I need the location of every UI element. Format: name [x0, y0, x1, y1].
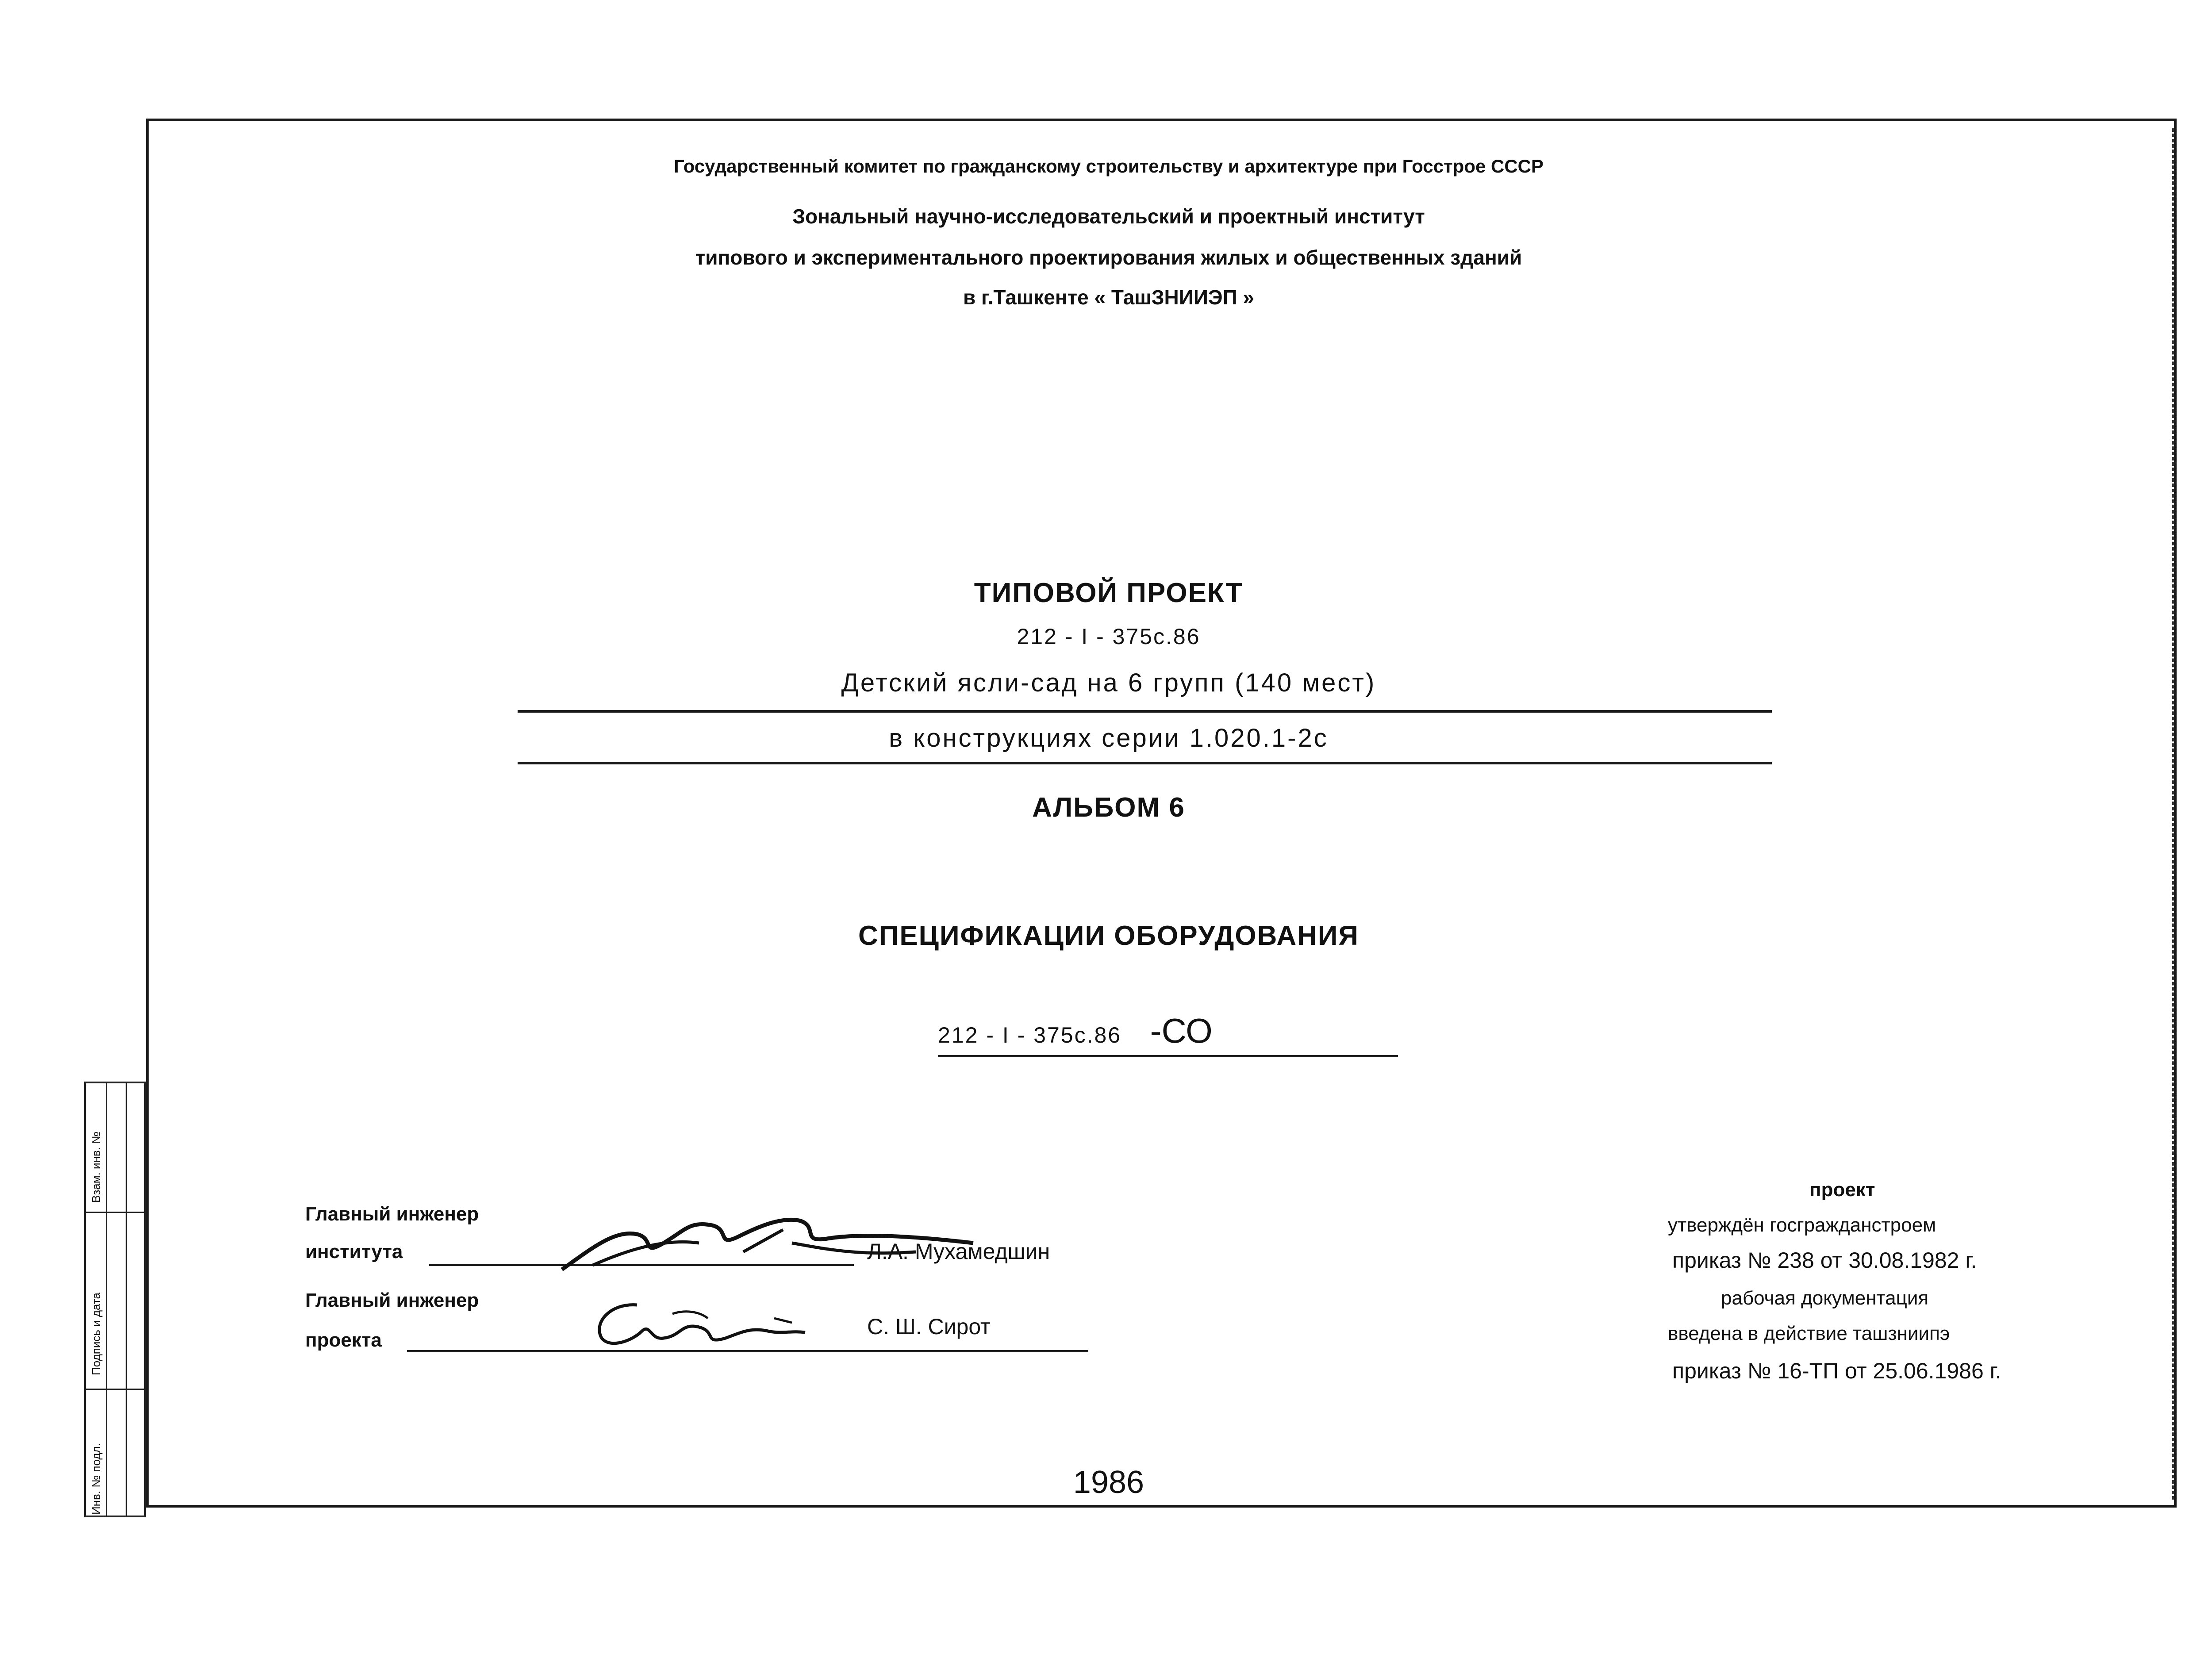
divider-2 — [518, 762, 1772, 764]
year: 1986 — [1073, 1465, 1144, 1500]
stamp-inventory-number: Инв. № подл. — [89, 1443, 103, 1515]
document-code-suffix: -СО — [1150, 1011, 1213, 1050]
stamp-row-divider-2 — [86, 1389, 144, 1390]
stamp-signature-date: Подпись и дата — [89, 1292, 103, 1375]
stamp-col-divider-1 — [106, 1083, 107, 1516]
institute-line-2: типового и экспериментального проектирования жилых и общественных зданий — [695, 246, 1522, 269]
chief-engineer-institute-name: Л.А. Мухамедшин — [867, 1239, 1050, 1264]
stamp-row-divider-1 — [86, 1212, 144, 1213]
chief-engineer-institute-label-2: института — [305, 1241, 403, 1262]
chief-engineer-project-label-2: проекта — [305, 1329, 382, 1351]
section-title: СПЕЦИФИКАЦИИ ОБОРУДОВАНИЯ — [858, 921, 1359, 951]
project-name: Детский ясли-сад на 6 групп (140 мест) — [841, 668, 1376, 697]
album-title: АЛЬБОМ 6 — [1032, 792, 1185, 823]
approval-line-2: утверждён госгражданстроем — [1668, 1214, 1936, 1236]
chief-engineer-project-name: С. Ш. Сирот — [867, 1314, 991, 1339]
approval-line-6: приказ № 16-ТП от 25.06.1986 г. — [1672, 1358, 2001, 1383]
project-type-title: ТИПОВОЙ ПРОЕКТ — [974, 578, 1244, 608]
signature-project-icon — [584, 1296, 832, 1354]
institute-line-3: в г.Ташкенте « ТашЗНИИЭП » — [963, 286, 1255, 309]
stamp-replacement-inventory: Взам. инв. № — [89, 1131, 103, 1203]
chief-engineer-project-label-1: Главный инженер — [305, 1289, 479, 1311]
stamp-col-divider-2 — [126, 1083, 127, 1516]
document-code — [938, 1011, 1213, 1051]
project-number: 212 - I - 375с.86 — [1017, 624, 1201, 649]
approval-line-5: введена в действие ташзниипэ — [1668, 1323, 1950, 1344]
construction-series: в конструкциях серии 1.020.1-2с — [889, 724, 1329, 752]
side-stamp — [84, 1082, 146, 1517]
divider-1 — [518, 710, 1772, 713]
approval-line-4: рабочая документация — [1721, 1287, 1929, 1309]
document-code-underline — [938, 1055, 1398, 1057]
chief-engineer-institute-label-1: Главный инженер — [305, 1203, 479, 1225]
institute-line-1: Зональный научно-исследовательский и проектный институт — [792, 205, 1425, 228]
approval-line-3: приказ № 238 от 30.08.1982 г. — [1672, 1248, 1977, 1273]
document-code-number: 212 - I - 375с.86 — [938, 1023, 1122, 1048]
committee-heading: Государственный комитет по гражданскому строительству и архитектуре при Госстрое СССР — [673, 156, 1544, 177]
approval-line-1: проект — [1809, 1179, 1875, 1201]
